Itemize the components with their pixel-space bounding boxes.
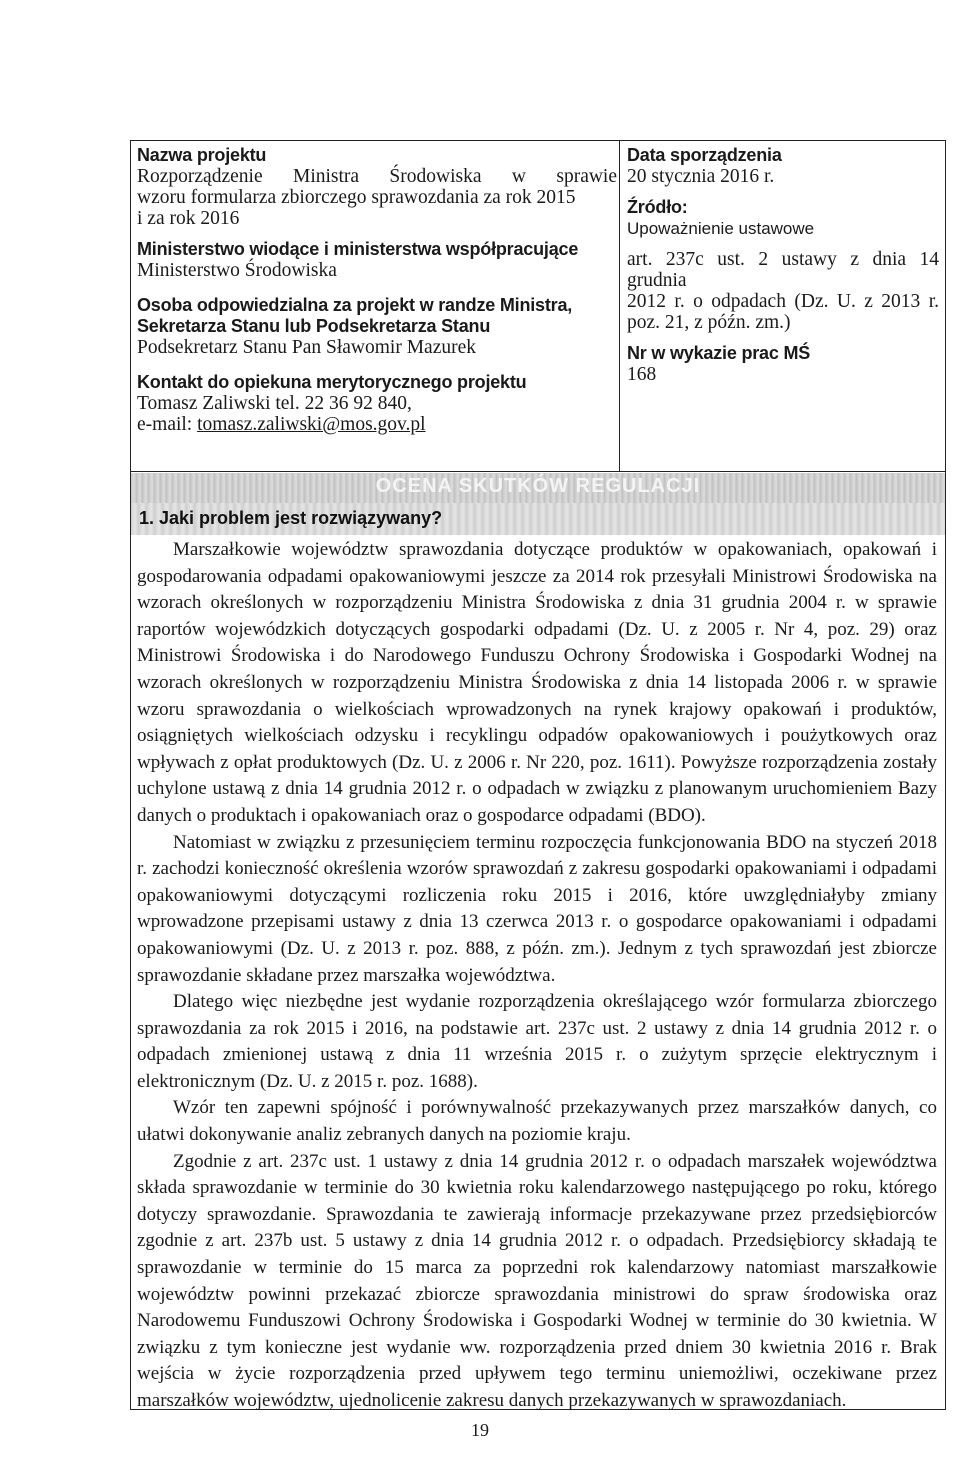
header-divider [131,471,945,472]
project-name-line-1: Rozporządzenie Ministra Środowiska w sprawie [137,166,617,187]
responsible-person-label-2: Sekretarza Stanu lub Podsekretarza Stanu [137,316,491,336]
page-number: 19 [471,1420,489,1440]
source-value-5: poz. 21, z późn. zm.) [627,312,791,333]
date-label: Data sporządzenia [627,145,782,165]
email-link[interactable]: tomasz.zaliwski@mos.gov.pl [197,414,426,435]
project-name-line-3: i za rok 2016 [137,208,240,229]
contact-label: Kontakt do opiekuna merytorycznego projektu [137,372,527,392]
paragraph-3: Dlatego więc niezbędne jest wydanie rozporządzenia określającego wzór formularza zbiorczego sprawozdania za rok 2015 i 2016, na podstawie art. 237c ust. 2 ustawy z dnia 14 grudnia 2012 r. o odpadach zmienionej ustawą z dnia 11 września 2015 r. o zużytym sprzęcie elektrycznym i elektronicznym (Dz. U. z 2015 r. poz. 1688). [137,991,937,1092]
section-1-body [137,537,937,1415]
project-info-column [137,145,617,435]
paragraph-1: Marszałkowie województw sprawozdania dotyczące produktów w opakowaniach, opakowań i gospodarowania odpadami opakowaniowymi jeszcze za 2014 rok przesyłali Ministrowi Środowiska na wzorach określonych w rozporządzeniu Ministra Środowiska z dnia 31 grudnia 2004 r. w sprawie raportów wojewódzkich dotyczących gospodarki odpadami (Dz. U. z 2005 r. Nr 4, poz. 29) oraz Ministrowi Środowiska i do Narodowego Funduszu Ochrony Środowiska i Gospodarki Wodnej na wzorach określonych w rozporządzeniu Ministra Środowiska z dnia 14 listopada 2006 r. w sprawie wzoru sprawozdania o wielkościach wprowadzonych na rynek krajowy opakowań i produktów, osiągniętych wielkościach odzysku i recyklingu odpadów opakowaniowych i poużytkowych oraz wpływach z opłat produktowych (Dz. U. z 2006 r. Nr 220, poz. 1611). Powyższe rozporządzenia zostały uchylone ustawą z dnia 14 grudnia 2012 r. o odpadach w związku z planowanym uruchomieniem Bazy danych o produktach i opakowaniach oraz o gospodarce odpadami (BDO). [137,539,937,826]
project-name-line-2: wzoru formularza zbiorczego sprawozdania za rok 2015 [137,187,576,208]
ministry-value: Ministerstwo Środowiska [137,260,337,281]
paragraph-4: Wzór ten zapewni spójność i porównywalność przekazywanych przez marszałków danych, co ułatwi dokonywanie analiz zebranych danych na poziomie kraju. [137,1097,937,1146]
source-value-1: Upoważnienie ustawowe [627,219,815,238]
section-1-title: 1. Jaki problem jest rozwiązywany? [139,508,443,528]
work-list-label: Nr w wykazie prac MŚ [627,343,811,363]
responsible-person-value: Podsekretarz Stanu Pan Sławomir Mazurek [137,337,477,358]
work-list-value: 168 [627,364,657,385]
metadata-column [627,145,939,385]
paragraph-5: Zgodnie z art. 237c ust. 1 ustawy z dnia 14 grudnia 2012 r. o odpadach marszałek województwa składa sprawozdanie w terminie do 30 kwietnia roku kalendarzowego następującego po roku, którego dotyczy sprawozdanie. Sprawozdania te zawierają informacje przekazywane przez przedsiębiorców zgodnie z art. 237b ust. 5 ustawy z dnia 14 grudnia 2012 r. o odpadach. Przedsiębiorcy składają te sprawozdanie w terminie do 15 marca za poprzedni rok kalendarzowy natomiast marszałkowie województw powinni przekazać zbiorcze sprawozdania ministrowi do spraw środowiska oraz Narodowemu Funduszowi Ochrony Środowiska i Gospodarki Wodnej w terminie do 30 kwietnia. W związku z tym konieczne jest wydanie ww. rozporządzenia przed dniem 30 kwietnia 2016 r. Brak wejścia w życie rozporządzenia przed upływem tego terminu uniemożliwi, oczekiwane przez marszałków województw, ujednolicenie zakresu danych przekazywanych w sprawozdaniach. [137,1150,937,1411]
project-name-label: Nazwa projektu [137,145,267,165]
column-divider [619,141,620,471]
paragraph-2: Natomiast w związku z przesunięciem terminu rozpoczęcia funkcjonowania BDO na styczeń 2018 r. zachodzi konieczność określenia wzorów sprawozdań z zakresu gospodarki opakowaniami i odpadami opakowaniowymi dotyczącymi rozliczenia roku 2015 i 2016, które uwzględniałyby zmiany wprowadzone przepisami ustawy z dnia 13 czerwca 2013 r. o gospodarce opakowaniami i odpadami opakowaniowymi (Dz. U. z 2013 r. poz. 888, z późn. zm.). Jednym z tych sprawozdań jest zbiorcze sprawozdanie składane przez marszałka województwa. [137,831,937,986]
email-prefix: e-mail: [137,414,198,435]
contact-email-row [137,414,617,435]
section-banner [131,473,945,503]
section-1-header [131,503,945,535]
date-value: 20 stycznia 2016 r. [627,166,775,187]
banner-title: OCENA SKUTKÓW REGULACJI [375,475,701,497]
source-label: Źródło: [627,197,688,217]
contact-phone: Tomasz Zaliwski tel. 22 36 92 840, [137,393,412,414]
source-value-4: 2012 r. o odpadach (Dz. U. z 2013 r. [627,291,939,312]
document-frame [130,140,946,1410]
source-value-3: grudnia [627,270,687,291]
ministry-label: Ministerstwo wiodące i ministerstwa współpracujące [137,239,579,259]
source-value-2: art. 237c ust. 2 ustawy z dnia 14 [627,249,939,270]
responsible-person-label-1: Osoba odpowiedzialna za projekt w randze Ministra, [137,295,573,315]
